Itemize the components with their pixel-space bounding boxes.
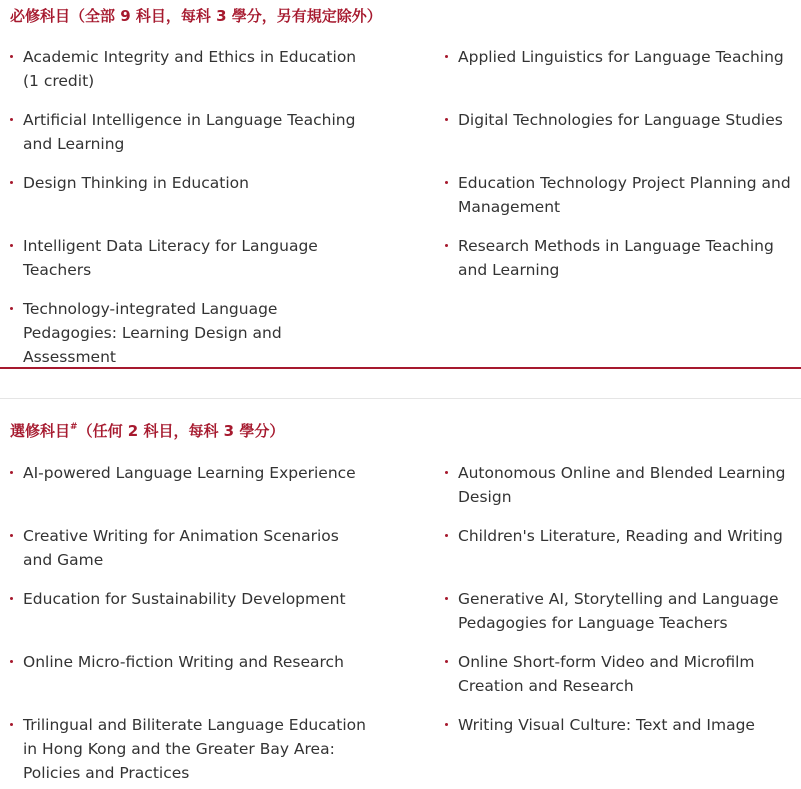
course-title: Autonomous Online and Blended Learning Design — [458, 464, 786, 506]
list-item — [10, 108, 445, 171]
course-title: Online Micro-fiction Writing and Research — [23, 653, 344, 671]
bullet-icon — [445, 118, 448, 121]
bullet-icon — [10, 244, 13, 247]
list-item — [10, 45, 445, 108]
bullet-icon — [445, 244, 448, 247]
list-item — [10, 234, 445, 297]
bullet-icon — [10, 597, 13, 600]
course-title: Generative AI, Storytelling and Language Pedagogies for Language Teachers — [458, 590, 779, 632]
required-courses-section — [0, 5, 801, 366]
list-item — [10, 650, 445, 713]
list-item — [10, 171, 445, 234]
bullet-icon — [10, 181, 13, 184]
course-title: Technology-integrated Language Pedagogies: Learning Design and Assessment — [23, 300, 282, 366]
course-title: AI-powered Language Learning Experience — [23, 464, 356, 482]
footnote-mark: # — [70, 422, 78, 432]
bullet-icon — [445, 534, 448, 537]
course-title: Writing Visual Culture: Text and Image — [458, 716, 755, 734]
list-item — [445, 524, 801, 587]
course-title: Digital Technologies for Language Studies — [458, 111, 783, 129]
required-courses-list — [10, 45, 801, 366]
course-title: Applied Linguistics for Language Teaching — [458, 48, 784, 66]
list-item — [10, 587, 445, 650]
bullet-icon — [10, 307, 13, 310]
section-separator — [0, 398, 801, 399]
required-courses-heading: 必修科目（全部 9 科目，每科 3 學分，另有規定除外） — [10, 7, 382, 25]
elective-courses-list — [10, 461, 801, 782]
course-title: Intelligent Data Literacy for Language Teachers — [23, 237, 318, 279]
elective-courses-section — [0, 420, 801, 782]
list-item — [445, 461, 801, 524]
bullet-icon — [10, 660, 13, 663]
section-divider — [0, 367, 801, 369]
bullet-icon — [10, 55, 13, 58]
course-title: Children's Literature, Reading and Writing — [458, 527, 783, 545]
bullet-icon — [10, 471, 13, 474]
course-title: Creative Writing for Animation Scenarios and Game — [23, 527, 339, 569]
elective-courses-heading — [10, 420, 801, 442]
course-title: Education for Sustainability Development — [23, 590, 346, 608]
course-title: Research Methods in Language Teaching and Learning — [458, 237, 774, 279]
course-title: Artificial Intelligence in Language Teaching and Learning — [23, 111, 356, 153]
list-item — [10, 713, 445, 782]
list-item — [10, 461, 445, 524]
list-item — [445, 650, 801, 713]
bullet-icon — [10, 534, 13, 537]
list-item — [445, 234, 801, 297]
bullet-icon — [445, 181, 448, 184]
course-title: Trilingual and Biliterate Language Education in Hong Kong and the Greater Bay Area: Policies and Practices — [23, 716, 366, 782]
bullet-icon — [445, 55, 448, 58]
list-item — [445, 108, 801, 171]
list-item — [445, 171, 801, 234]
course-title: Education Technology Project Planning and Management — [458, 174, 791, 216]
bullet-icon — [10, 723, 13, 726]
bullet-icon — [445, 471, 448, 474]
list-item — [10, 297, 445, 366]
bullet-icon — [445, 660, 448, 663]
elective-heading-label: 選修科目 — [10, 422, 71, 440]
list-item — [445, 45, 801, 108]
course-title: Online Short-form Video and Microfilm Creation and Research — [458, 653, 755, 695]
list-item — [10, 524, 445, 587]
course-title: Academic Integrity and Ethics in Education (1 credit) — [23, 48, 357, 90]
list-item — [445, 713, 801, 776]
course-title: Design Thinking in Education — [23, 174, 249, 192]
bullet-icon — [445, 597, 448, 600]
list-item — [445, 587, 801, 650]
bullet-icon — [10, 118, 13, 121]
bullet-icon — [445, 723, 448, 726]
elective-heading-detail: （任何 2 科目，每科 3 學分） — [77, 422, 285, 440]
